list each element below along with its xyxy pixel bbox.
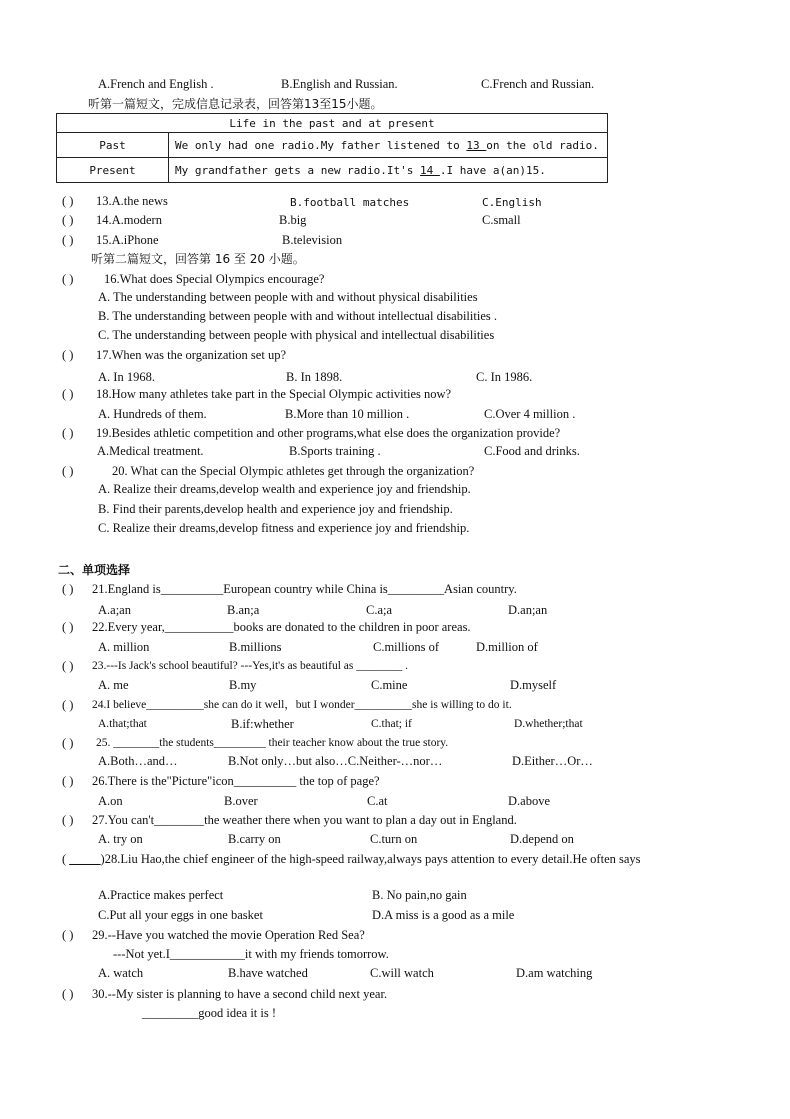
q28-stem: )28.Liu Hao,the chief engineer of the high-speed railway,always pays attention to every detail.He often says <box>100 852 641 866</box>
q15-option-b: B.television <box>282 233 343 247</box>
q17-stem: 17.When was the organization set up? <box>96 348 286 362</box>
q21-stem: 21.England is__________European country while China is_________Asian country. <box>92 582 517 596</box>
q18-answer-paren[interactable]: ( ) <box>62 387 74 401</box>
q28-option-b: B. No pain,no gain <box>372 888 467 902</box>
q20-stem: 20. What can the Special Olympic athletes get through the organization? <box>112 464 475 478</box>
q22-option-c: C.millions of <box>373 640 439 654</box>
q29-answer-paren[interactable]: ( ) <box>62 928 74 942</box>
q22-stem: 22.Every year,___________books are donated to the children in poor areas. <box>92 620 471 634</box>
q16-option-c: C. The understanding between people with physical and intellectual disabilities <box>98 328 495 342</box>
info-record-table <box>56 113 608 183</box>
q25-answer-paren[interactable]: ( ) <box>62 736 74 750</box>
q29-option-d: D.am watching <box>516 966 593 980</box>
present-label: Present <box>57 158 169 183</box>
past-cell: We only had one radio.My father listened to 13 on the old radio. <box>169 133 608 158</box>
blank-14: 14 <box>420 163 440 177</box>
q18-option-c: C.Over 4 million . <box>484 407 576 421</box>
q21-answer-paren[interactable]: ( ) <box>62 582 74 596</box>
q16-answer-paren[interactable]: ( ) <box>62 272 74 286</box>
q13-option-b: B.football matches <box>290 196 410 209</box>
q27-option-b: B.carry on <box>228 832 281 846</box>
q22-option-d: D.million of <box>476 640 538 654</box>
q17-option-a: A. In 1968. <box>98 370 155 384</box>
q29-option-a: A. watch <box>98 966 144 980</box>
q27-option-d: D.depend on <box>510 832 574 846</box>
q27-answer-paren[interactable]: ( ) <box>62 813 74 827</box>
q22-option-a: A. million <box>98 640 150 654</box>
q21-option-c: C.a;a <box>366 603 393 617</box>
q27-stem: 27.You can't________the weather there when you want to plan a day out in England. <box>92 813 517 827</box>
q19-option-b: B.Sports training . <box>289 444 381 458</box>
q17-option-c: C. In 1986. <box>476 370 533 384</box>
q19-answer-paren[interactable]: ( ) <box>62 426 74 440</box>
q15-answer-paren[interactable]: ( ) <box>62 233 74 247</box>
q20-option-a: A. Realize their dreams,develop wealth and experience joy and friendship. <box>98 482 471 496</box>
q26-option-d: D.above <box>508 794 550 808</box>
q23-answer-paren[interactable]: ( ) <box>62 659 74 673</box>
q23-option-a: A. me <box>98 678 129 692</box>
q30-answer-paren[interactable]: ( ) <box>62 987 74 1001</box>
section-title-single-choice: 二、单项选择 <box>58 563 131 577</box>
q22-option-b: B.millions <box>229 640 282 654</box>
q29-option-c: C.will watch <box>370 966 434 980</box>
q28-stem-line <box>62 851 641 867</box>
q18-stem: 18.How many athletes take part in the Special Olympic activities now? <box>96 387 452 401</box>
q23-option-b: B.my <box>229 678 257 692</box>
q16-option-a: A. The understanding between people with and without physical disabilities <box>98 290 478 304</box>
q17-answer-paren[interactable]: ( ) <box>62 348 74 362</box>
q24-option-a: A.that;that <box>98 718 147 730</box>
q17-option-b: B. In 1898. <box>286 370 343 384</box>
q28-option-d: D.A miss is a good as a mile <box>372 908 515 922</box>
q21-option-b: B.an;a <box>227 603 260 617</box>
q28-answer-blank[interactable]: _____ <box>69 852 101 866</box>
q29-stem: 29.--Have you watched the movie Operation Red Sea? <box>92 928 365 942</box>
blank-13: 13 <box>466 138 487 152</box>
q24-option-c: C.that; if <box>371 718 412 730</box>
q12-option-c: C.French and Russian. <box>481 77 595 91</box>
q26-answer-paren[interactable]: ( ) <box>62 774 74 788</box>
q24-option-d: D.whether;that <box>514 718 583 730</box>
table-title: Life in the past and at present <box>57 114 608 133</box>
q25-option-b-c: B.Not only…but also…C.Neither-…nor… <box>228 754 443 768</box>
q20-option-b: B. Find their parents,develop health and experience joy and friendship. <box>98 502 453 516</box>
passage1-instruction: 听第一篇短文，完成信息记录表，回答第13至15小题。 <box>88 97 383 111</box>
q21-option-d: D.an;an <box>508 603 548 617</box>
q21-option-a: A.a;an <box>98 603 131 617</box>
q12-option-a: A.French and English . <box>98 77 214 91</box>
q23-stem: 23.---Is Jack's school beautiful? ---Yes,it's as beautiful as ________ . <box>92 660 408 672</box>
q25-option-a: A.Both…and… <box>98 754 178 768</box>
q23-option-d: D.myself <box>510 678 557 692</box>
q13-answer-paren[interactable]: ( ) <box>62 194 74 208</box>
q19-option-a: A.Medical treatment. <box>97 444 204 458</box>
q26-option-b: B.over <box>224 794 258 808</box>
q12-option-b: B.English and Russian. <box>281 77 398 91</box>
q30-stem-continued: _________good idea it is ! <box>142 1006 277 1020</box>
present-cell: My grandfather gets a new radio.It's 14 .I have a(an)15. <box>169 158 608 183</box>
q26-stem: 26.There is the"Picture"icon__________ the top of page? <box>92 774 380 788</box>
q14-option-a: 14.A.modern <box>96 213 162 227</box>
q29-stem-continued: ---Not yet.I____________it with my friends tomorrow. <box>113 947 389 961</box>
q14-answer-paren[interactable]: ( ) <box>62 213 74 227</box>
passage2-instruction: 听第二篇短文，回答第 16 至 20 小题。 <box>91 252 305 266</box>
q28-paren-open: ( <box>62 852 70 866</box>
q15-option-a: 15.A.iPhone <box>96 233 159 247</box>
q19-stem: 19.Besides athletic competition and other programs,what else does the organization provide? <box>96 426 561 440</box>
q25-stem: 25. ________the students_________ their teacher know about the true story. <box>96 737 449 749</box>
q20-option-c: C. Realize their dreams,develop fitness and experience joy and friendship. <box>98 521 470 535</box>
q25-option-d: D.Either…Or… <box>512 754 593 768</box>
q27-option-c: C.turn on <box>370 832 418 846</box>
q28-option-a: A.Practice makes perfect <box>98 888 224 902</box>
q14-option-c: C.small <box>482 213 521 227</box>
q28-option-c: C.Put all your eggs in one basket <box>98 908 263 922</box>
q13-option-c: C.English <box>482 196 542 209</box>
q26-option-c: C.at <box>367 794 388 808</box>
q30-stem: 30.--My sister is planning to have a second child next year. <box>92 987 388 1001</box>
q19-option-c: C.Food and drinks. <box>484 444 580 458</box>
q20-answer-paren[interactable]: ( ) <box>62 464 74 478</box>
q23-option-c: C.mine <box>371 678 408 692</box>
q13-option-a: 13.A.the news <box>96 194 168 208</box>
q24-answer-paren[interactable]: ( ) <box>62 698 74 712</box>
q22-answer-paren[interactable]: ( ) <box>62 620 74 634</box>
q16-option-b: B. The understanding between people with and without intellectual disabilities . <box>98 309 497 323</box>
past-label: Past <box>57 133 169 158</box>
q26-option-a: A.on <box>98 794 123 808</box>
q16-stem: 16.What does Special Olympics encourage? <box>104 272 325 286</box>
q18-option-a: A. Hundreds of them. <box>98 407 207 421</box>
q14-option-b: B.big <box>279 213 307 227</box>
q24-option-b: B.if:whether <box>231 717 294 731</box>
q18-option-b: B.More than 10 million . <box>285 407 410 421</box>
q29-option-b: B.have watched <box>228 966 308 980</box>
q24-stem: 24.I believe__________she can do it well，but I wonder__________she is willing to do it. <box>92 699 512 711</box>
q27-option-a: A. try on <box>98 832 143 846</box>
